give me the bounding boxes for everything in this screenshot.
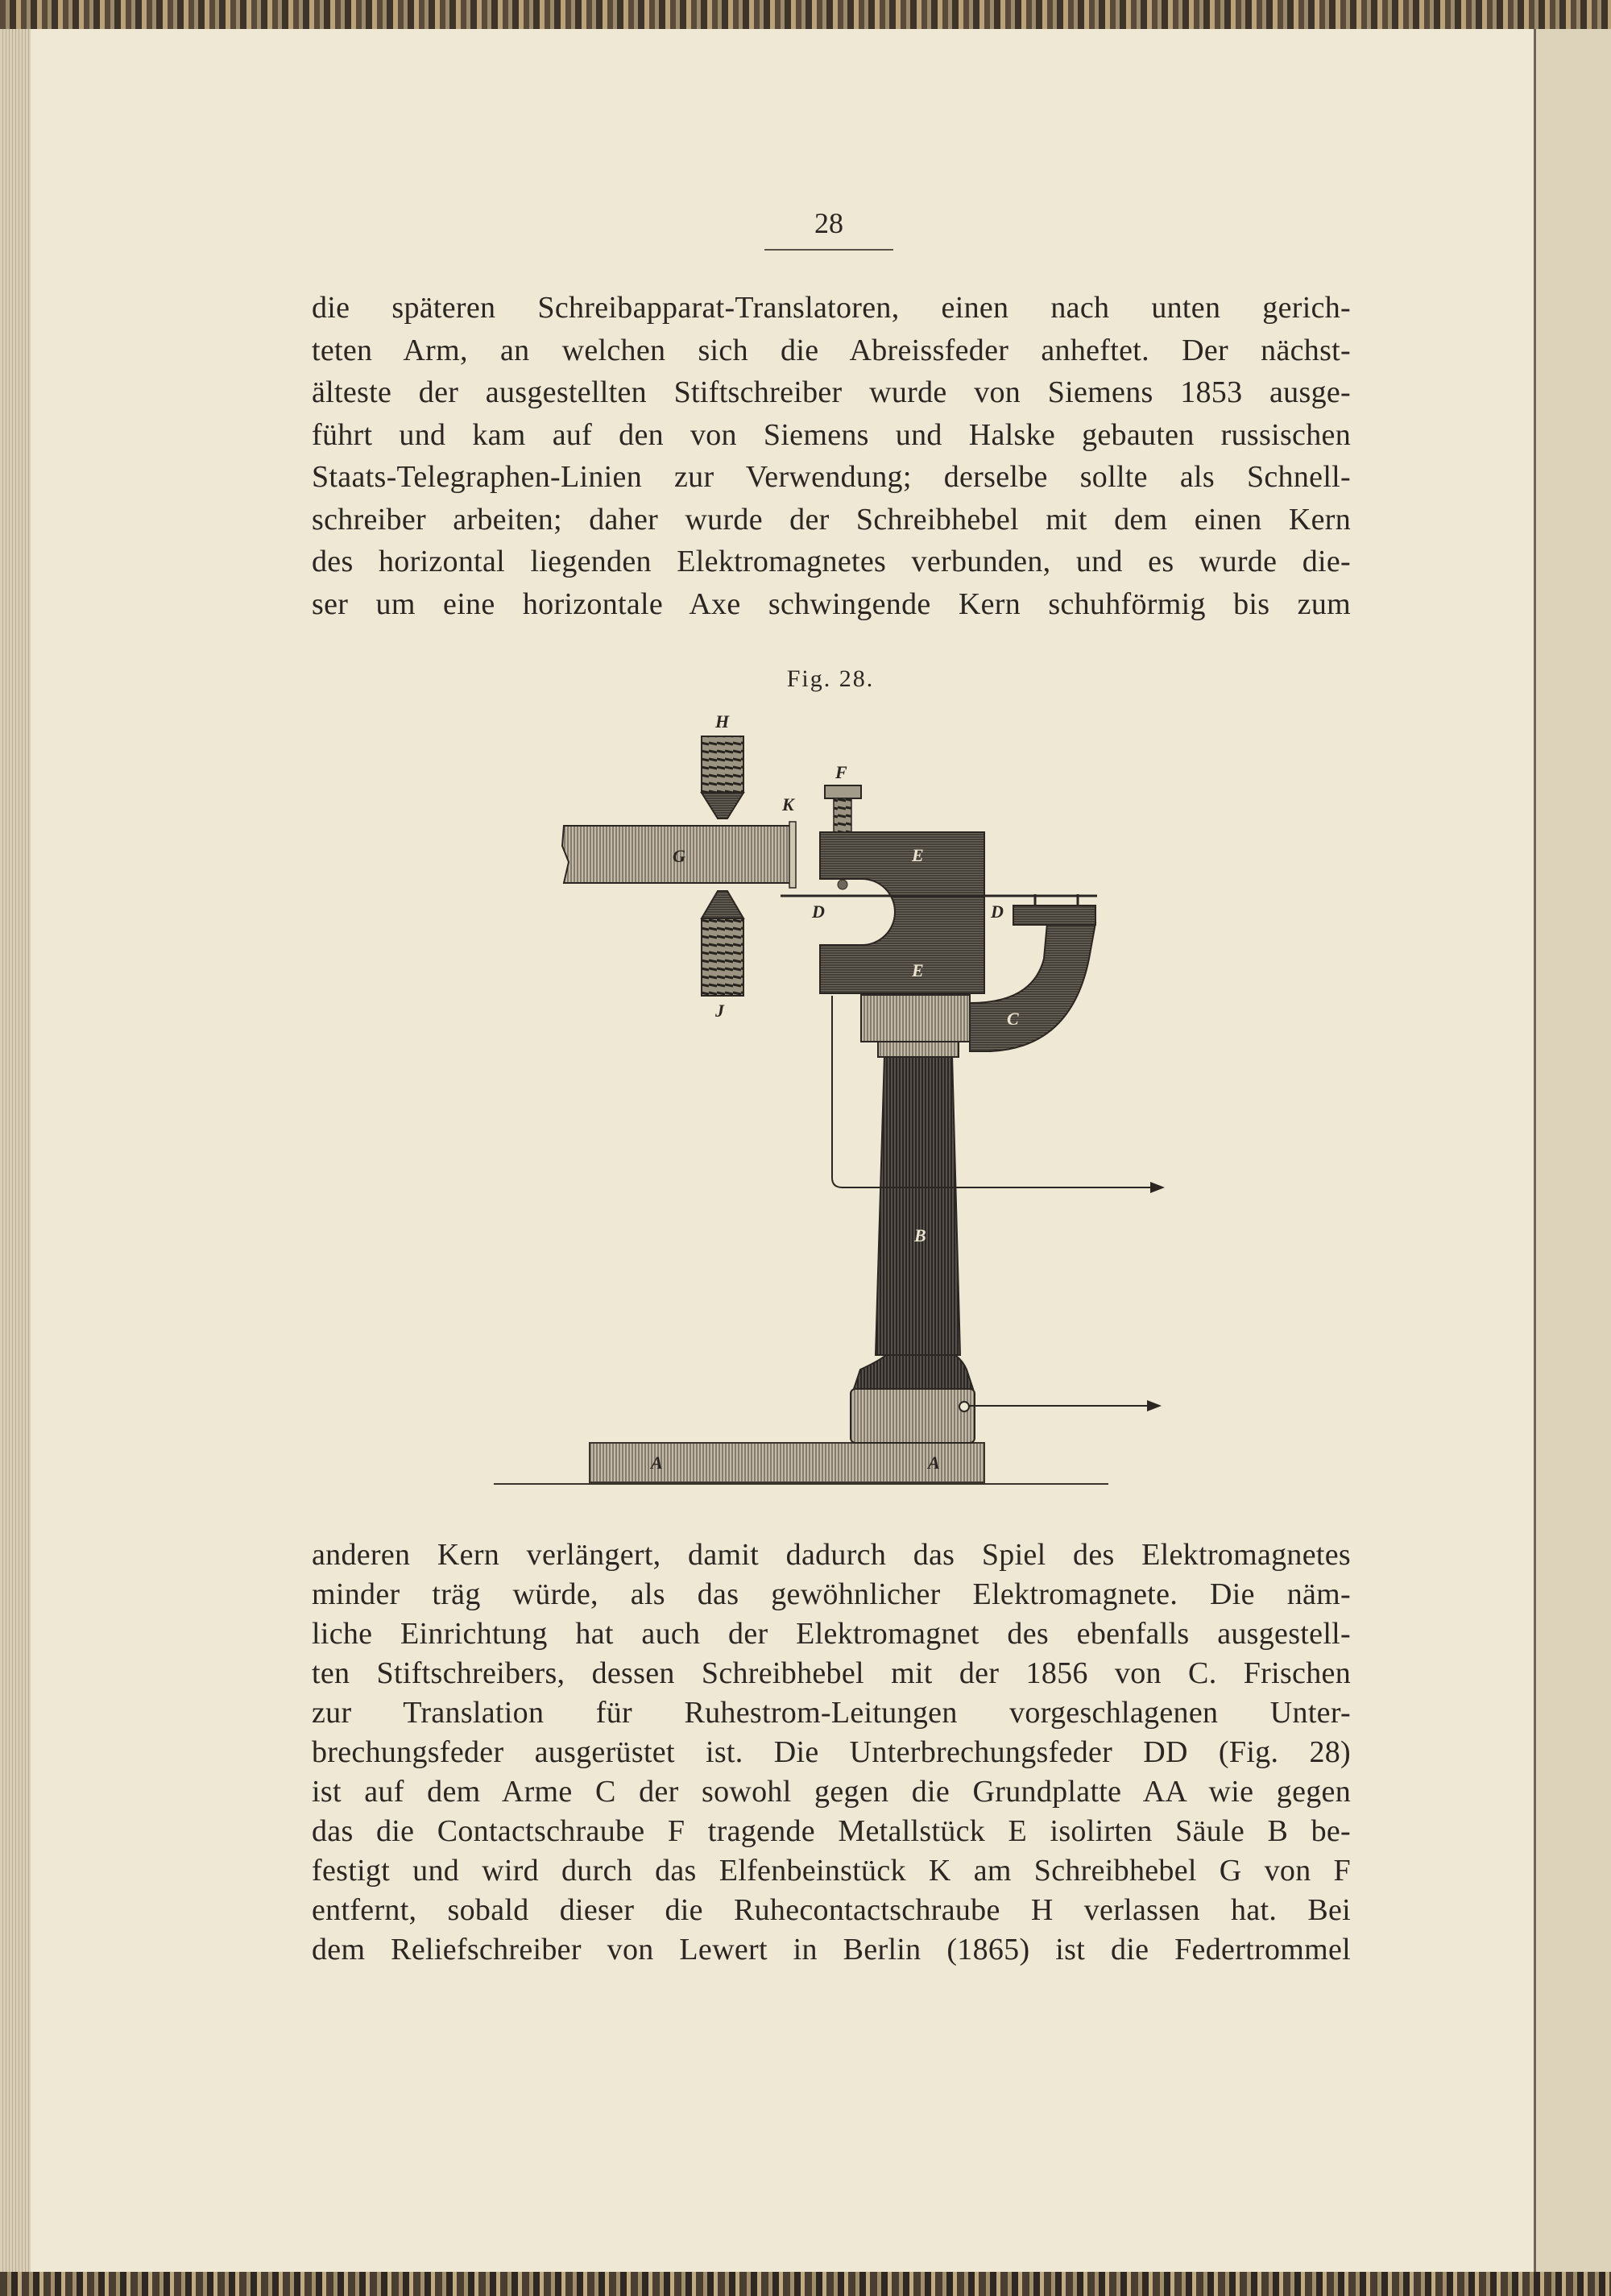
terminal-screw <box>959 1402 969 1411</box>
text-line: des horizontal liegenden Elektromagnetes verbunden, und es wurde die- <box>312 545 1351 578</box>
label-b: B <box>914 1225 926 1245</box>
text-line: minder träg würde, als das gewöhnlicher Elektromagnete. Die näm- <box>312 1577 1351 1611</box>
text-line: zur Translation für Ruhestrom-Leitungen vorgeschlagenen Unter- <box>312 1696 1351 1730</box>
text-line: entfernt, sobald dieser die Ruhecontactschraube H verlassen hat. Bei <box>312 1893 1351 1927</box>
text-line: schreiber arbeiten; daher wurde der Schreibhebel mit dem einen Kern <box>312 502 1351 537</box>
text-line: ist auf dem Arme C der sowohl gegen die Grundplatte AA wie gegen <box>312 1775 1351 1809</box>
text-line: teten Arm, an welchen sich die Abreissfeder anheftet. Der nächst- <box>312 333 1351 367</box>
contact-screw-f-shaft <box>834 798 851 832</box>
text-line: ten Stiftschreibers, dessen Schreibhebel mit der 1856 von C. Frischen <box>312 1656 1351 1690</box>
page-number: 28 <box>814 207 843 239</box>
label-k: K <box>782 794 794 814</box>
label-g: G <box>673 846 685 866</box>
label-f: F <box>835 762 847 782</box>
text-line: das die Contactschraube F tragende Metallstück E isolirten Säule B be- <box>312 1814 1351 1848</box>
text-line: ser um eine horizontale Axe schwingende Kern schuhförmig bis zum <box>312 586 1351 621</box>
label-a-left: A <box>651 1453 663 1473</box>
text-line: dem Reliefschreiber von Lewert in Berlin (1865) ist die Federtrommel <box>312 1933 1351 1967</box>
text-line: brechungsfeder ausgerüstet ist. Die Unterbrechungsfeder DD (Fig. 28) <box>312 1735 1351 1769</box>
arm-c <box>970 923 1095 1051</box>
figure-caption: Fig. 28. <box>786 665 875 692</box>
column <box>876 1055 960 1355</box>
text-line: älteste der ausgestellten Stiftschreiber wurde von Siemens 1853 ausge- <box>312 375 1351 409</box>
text-line: liche Einrichtung hat auch der Elektromagnet des ebenfalls ausgestell- <box>312 1617 1351 1651</box>
text-line: führt und kam auf den von Siemens und Halske gebauten russischen <box>312 417 1351 452</box>
wire-upper-arrow <box>1150 1182 1165 1193</box>
label-a-right: A <box>928 1453 940 1473</box>
column-base-drum <box>851 1389 975 1443</box>
label-e-top: E <box>912 845 924 865</box>
label-d-right: D <box>991 901 1004 922</box>
spring-mount-plate <box>1013 906 1095 925</box>
label-d-left: D <box>812 901 825 922</box>
screw-j <box>702 918 743 996</box>
text-line: die späteren Schreibapparat-Translatoren, einen nach unten gerich- <box>312 291 1351 325</box>
rest-contact-screw-h <box>702 736 743 793</box>
label-c: C <box>1007 1009 1019 1029</box>
label-h: H <box>715 711 730 731</box>
base-plate <box>590 1443 984 1482</box>
paragraph-bottom <box>312 1536 1351 1970</box>
metal-piece-e <box>820 832 984 993</box>
column-base-flare <box>854 1355 973 1389</box>
column-collar <box>861 995 970 1042</box>
wire-lower-arrow <box>1147 1400 1162 1411</box>
label-j: J <box>715 1001 724 1021</box>
text-line: festigt und wird durch das Elfenbeinstück K am Schreibhebel G von F <box>312 1854 1351 1888</box>
text-line: Staats-Telegraphen-Linien zur Verwendung; derselbe sollte als Schnell- <box>312 460 1351 494</box>
label-e-bottom: E <box>912 960 924 980</box>
ivory-piece-k <box>789 822 796 888</box>
text-line: anderen Kern verlängert, damit dadurch das Spiel des Elektromagnetes <box>312 1538 1351 1572</box>
contact-screw-f-head <box>825 785 861 798</box>
